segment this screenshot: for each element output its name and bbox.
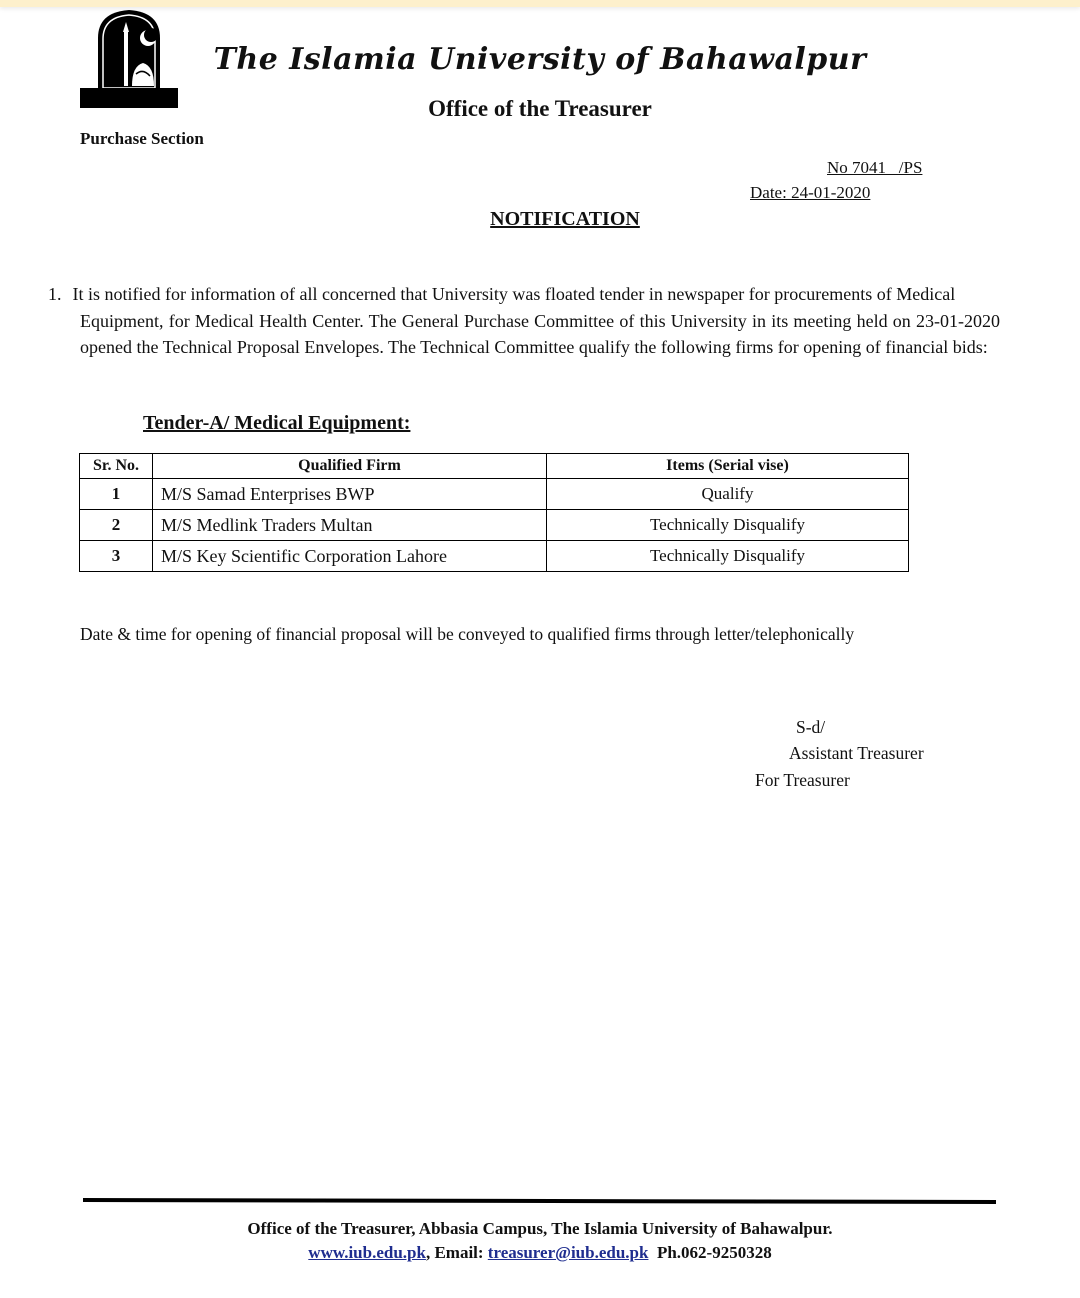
paragraph-first-line: It is notified for information of all concerned that University was floated tender in newspaper for procurements of Medical [72,284,956,304]
office-title: Office of the Treasurer [428,96,652,121]
email-label: , Email: [425,1243,488,1262]
phone-number: Ph.062-9250328 [648,1243,772,1262]
status-cell: Qualify [547,479,909,510]
email-link[interactable]: treasurer@iub.edu.pk [487,1243,649,1262]
viewer-top-bar [0,0,1080,7]
firm-cell: M/S Medlink Traders Multan [153,510,547,541]
university-name: The Islamia University of Bahawalpur [213,42,867,77]
sr-no-cell: 1 [80,479,153,510]
sr-no-cell: 2 [80,510,153,541]
section-label: Purchase Section [80,129,204,148]
footer-divider [83,1198,996,1204]
signatory-for: For Treasurer [755,770,850,790]
website-link[interactable]: www.iub.edu.pk [308,1243,426,1262]
signature-mark: S-d/ [796,717,826,737]
column-header-sr-no: Sr. No. [80,454,153,479]
column-header-items: Items (Serial vise) [547,454,909,479]
firm-cell: M/S Key Scientific Corporation Lahore [153,541,547,572]
firms-table [79,453,909,572]
sr-no-cell: 3 [80,541,153,572]
firm-cell: M/S Samad Enterprises BWP [153,479,547,510]
footer-address: Office of the Treasurer, Abbasia Campus, The Islamia University of Bahawalpur. [247,1219,833,1238]
status-cell: Technically Disqualify [547,510,909,541]
notification-paragraph [48,281,1000,361]
paragraph-continuation: Equipment, for Medical Health Center. The General Purchase Committee of this University in its meeting held on 23-01-2020 opened the Technical Proposal Envelopes. The Technical Committee qualify the following firms for opening of financial bids: [80,310,1000,357]
table-row [80,479,909,510]
reference-number: No 7041 /PS [827,158,923,177]
column-header-firm: Qualified Firm [153,454,547,479]
status-cell: Technically Disqualify [547,541,909,572]
tender-heading: Tender-A/ Medical Equipment: [143,412,411,434]
paragraph-number: 1. [48,284,62,304]
notification-heading: NOTIFICATION [490,208,640,230]
table-row [80,541,909,572]
reference-date: Date: 24-01-2020 [750,183,871,202]
footer-contact [0,1243,1080,1263]
signatory-title: Assistant Treasurer [789,743,924,763]
table-row [80,510,909,541]
table-header-row [80,454,909,479]
closing-note: Date & time for opening of financial proposal will be conveyed to qualified firms through letter/telephonically [80,624,855,644]
